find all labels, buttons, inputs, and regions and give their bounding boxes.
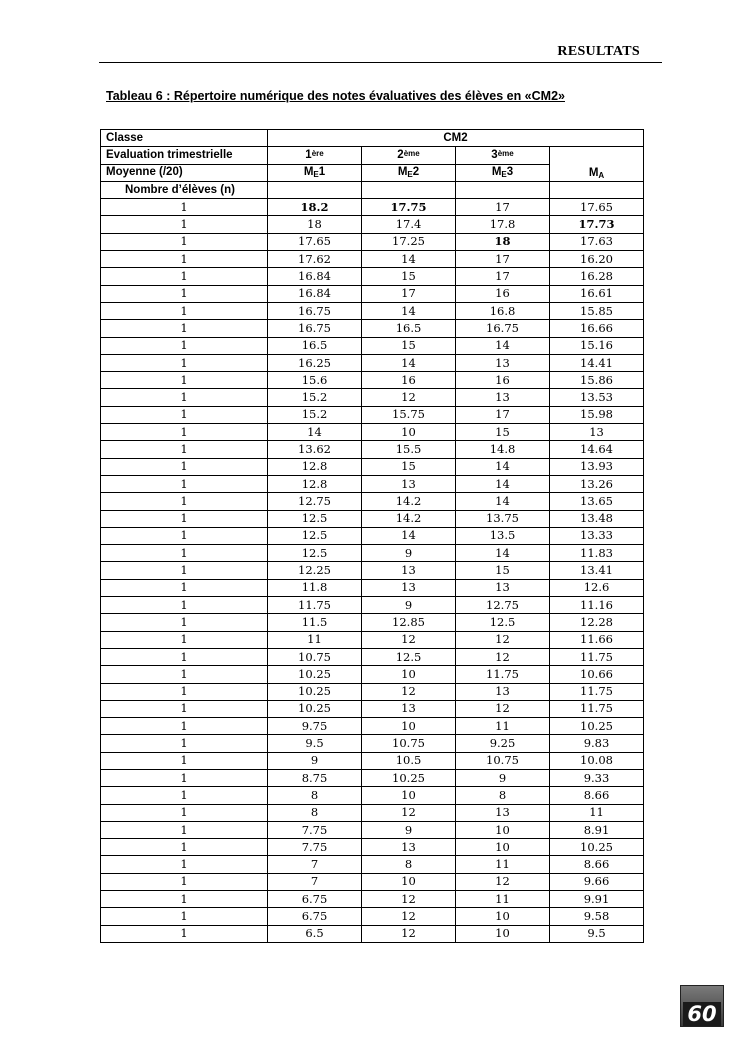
note-trimestre-1-cell: 9.75 xyxy=(268,718,362,735)
moyenne-annuelle-cell: 13.26 xyxy=(550,475,644,492)
page-number-badge xyxy=(680,985,724,1027)
table-row xyxy=(101,856,644,873)
moyenne-annuelle-cell: 15.85 xyxy=(550,302,644,319)
note-trimestre-3-cell: 13 xyxy=(456,579,550,596)
moyenne-annuelle-cell: 17.73 xyxy=(550,216,644,233)
note-trimestre-2-cell: 16 xyxy=(362,372,456,389)
moyenne-annuelle-cell: 11.83 xyxy=(550,545,644,562)
note-trimestre-2-cell: 12 xyxy=(362,891,456,908)
table-row xyxy=(101,251,644,268)
table-row xyxy=(101,718,644,735)
moyenne-annuelle-cell: 10.08 xyxy=(550,752,644,769)
note-trimestre-2-cell: 12 xyxy=(362,631,456,648)
note-trimestre-2-cell: 10 xyxy=(362,873,456,890)
note-trimestre-2-cell: 17.75 xyxy=(362,199,456,216)
nombre-eleves-cell: 1 xyxy=(101,493,268,510)
note-trimestre-1-cell: 16.84 xyxy=(268,268,362,285)
note-trimestre-1-cell: 12.25 xyxy=(268,562,362,579)
note-trimestre-2-cell: 14 xyxy=(362,354,456,371)
nombre-eleves-cell: 1 xyxy=(101,925,268,942)
table-row xyxy=(101,735,644,752)
nombre-eleves-cell: 1 xyxy=(101,527,268,544)
table-row xyxy=(101,268,644,285)
note-trimestre-1-cell: 6.5 xyxy=(268,925,362,942)
moyenne-annuelle-cell: 8.91 xyxy=(550,821,644,838)
note-trimestre-2-cell: 13 xyxy=(362,475,456,492)
nombre-eleves-cell: 1 xyxy=(101,666,268,683)
nombre-eleves-cell: 1 xyxy=(101,579,268,596)
note-trimestre-3-cell: 10 xyxy=(456,925,550,942)
note-trimestre-1-cell: 8 xyxy=(268,787,362,804)
note-trimestre-2-cell: 10.25 xyxy=(362,769,456,786)
table-row xyxy=(101,458,644,475)
note-trimestre-3-cell: 14 xyxy=(456,545,550,562)
nombre-eleves-cell: 1 xyxy=(101,372,268,389)
note-trimestre-2-cell: 14 xyxy=(362,527,456,544)
note-trimestre-3-cell: 10 xyxy=(456,839,550,856)
moyenne-annuelle-cell: 16.28 xyxy=(550,268,644,285)
table-row xyxy=(101,839,644,856)
moyenne-annuelle-cell: 12.28 xyxy=(550,614,644,631)
nombre-eleves-cell: 1 xyxy=(101,908,268,925)
header-row-evaluation xyxy=(101,147,644,164)
table-row xyxy=(101,648,644,665)
nombre-eleves-cell: 1 xyxy=(101,683,268,700)
moyenne-annuelle-cell: 9.83 xyxy=(550,735,644,752)
note-trimestre-2-cell: 9 xyxy=(362,821,456,838)
trimestre-2: 2ème xyxy=(362,147,456,164)
table-row xyxy=(101,216,644,233)
moyenne-annuelle-cell: 8.66 xyxy=(550,787,644,804)
note-trimestre-3-cell: 10 xyxy=(456,821,550,838)
moyenne-e3: ME3 xyxy=(456,164,550,181)
note-trimestre-1-cell: 16.75 xyxy=(268,302,362,319)
nombre-eleves-cell: 1 xyxy=(101,285,268,302)
table-row xyxy=(101,804,644,821)
table-row xyxy=(101,683,644,700)
nombre-eleves-cell: 1 xyxy=(101,475,268,492)
moyenne-annuelle-cell: 15.86 xyxy=(550,372,644,389)
table-row xyxy=(101,233,644,250)
moyenne-annuelle-cell: 11.16 xyxy=(550,597,644,614)
classe-value: CM2 xyxy=(268,130,644,147)
note-trimestre-1-cell: 12.5 xyxy=(268,527,362,544)
note-trimestre-1-cell: 15.2 xyxy=(268,389,362,406)
nombre-eleves-cell: 1 xyxy=(101,302,268,319)
note-trimestre-1-cell: 10.25 xyxy=(268,700,362,717)
note-trimestre-1-cell: 17.62 xyxy=(268,251,362,268)
note-trimestre-3-cell: 14 xyxy=(456,458,550,475)
moyenne-annuelle-cell: 11 xyxy=(550,804,644,821)
note-trimestre-2-cell: 17 xyxy=(362,285,456,302)
note-trimestre-2-cell: 12 xyxy=(362,389,456,406)
moyenne-annuelle-cell: 15.98 xyxy=(550,406,644,423)
page-number: 60 xyxy=(683,1002,721,1026)
note-trimestre-2-cell: 12 xyxy=(362,683,456,700)
moyenne-annuelle-cell: 16.20 xyxy=(550,251,644,268)
note-trimestre-3-cell: 17 xyxy=(456,406,550,423)
nombre-eleves-cell: 1 xyxy=(101,389,268,406)
moyenne-annuelle-cell: 11.75 xyxy=(550,700,644,717)
note-trimestre-2-cell: 14.2 xyxy=(362,493,456,510)
table-row xyxy=(101,666,644,683)
note-trimestre-1-cell: 10.75 xyxy=(268,648,362,665)
note-trimestre-2-cell: 14 xyxy=(362,251,456,268)
table-row xyxy=(101,337,644,354)
nombre-eleves-cell: 1 xyxy=(101,199,268,216)
table-row xyxy=(101,389,644,406)
trimestre-3: 3ème xyxy=(456,147,550,164)
moyenne-annuelle-cell: 9.66 xyxy=(550,873,644,890)
note-trimestre-3-cell: 13.5 xyxy=(456,527,550,544)
note-trimestre-1-cell: 7 xyxy=(268,856,362,873)
note-trimestre-1-cell: 18.2 xyxy=(268,199,362,216)
note-trimestre-2-cell: 12.85 xyxy=(362,614,456,631)
note-trimestre-3-cell: 12 xyxy=(456,700,550,717)
nombre-eleves-cell: 1 xyxy=(101,251,268,268)
moyenne-annuelle-cell: 11.75 xyxy=(550,683,644,700)
table-row xyxy=(101,545,644,562)
moyenne-annuelle-cell: 17.65 xyxy=(550,199,644,216)
header-divider xyxy=(99,62,662,63)
moyenne-annuelle-cell: 9.33 xyxy=(550,769,644,786)
note-trimestre-1-cell: 12.5 xyxy=(268,510,362,527)
note-trimestre-2-cell: 14.2 xyxy=(362,510,456,527)
moyenne-annuelle-cell: 15.16 xyxy=(550,337,644,354)
note-trimestre-3-cell: 15 xyxy=(456,424,550,441)
note-trimestre-3-cell: 13 xyxy=(456,354,550,371)
note-trimestre-3-cell: 12 xyxy=(456,873,550,890)
nombre-eleves-cell: 1 xyxy=(101,787,268,804)
moyenne-annuelle-cell: 11.66 xyxy=(550,631,644,648)
nombre-eleves-cell: 1 xyxy=(101,597,268,614)
moyenne-annuelle-cell: 13.93 xyxy=(550,458,644,475)
note-trimestre-1-cell: 6.75 xyxy=(268,891,362,908)
moyenne-annuelle-cell: 13.48 xyxy=(550,510,644,527)
note-trimestre-3-cell: 11 xyxy=(456,718,550,735)
nombre-eleves-cell: 1 xyxy=(101,562,268,579)
note-trimestre-3-cell: 16.75 xyxy=(456,320,550,337)
evaluation-label: Evaluation trimestrielle xyxy=(101,147,268,164)
note-trimestre-1-cell: 16.25 xyxy=(268,354,362,371)
nombre-eleves-cell: 1 xyxy=(101,821,268,838)
note-trimestre-3-cell: 17 xyxy=(456,251,550,268)
nombre-eleves-cell: 1 xyxy=(101,631,268,648)
empty-cell xyxy=(550,181,644,198)
note-trimestre-3-cell: 11.75 xyxy=(456,666,550,683)
note-trimestre-3-cell: 12.75 xyxy=(456,597,550,614)
note-trimestre-1-cell: 16.84 xyxy=(268,285,362,302)
note-trimestre-1-cell: 12.8 xyxy=(268,458,362,475)
note-trimestre-1-cell: 12.8 xyxy=(268,475,362,492)
nombre-eleves-cell: 1 xyxy=(101,856,268,873)
nombre-eleves-cell: 1 xyxy=(101,510,268,527)
note-trimestre-3-cell: 15 xyxy=(456,562,550,579)
note-trimestre-2-cell: 14 xyxy=(362,302,456,319)
grades-table xyxy=(100,129,644,943)
note-trimestre-2-cell: 13 xyxy=(362,839,456,856)
table-row xyxy=(101,320,644,337)
nombre-eleves-cell: 1 xyxy=(101,354,268,371)
section-title: RESULTATS xyxy=(557,44,640,59)
note-trimestre-1-cell: 11.8 xyxy=(268,579,362,596)
note-trimestre-3-cell: 13 xyxy=(456,683,550,700)
moyenne-annuelle-cell: 13.53 xyxy=(550,389,644,406)
moyenne-annuelle-cell: 9.5 xyxy=(550,925,644,942)
nombre-eleves-cell: 1 xyxy=(101,873,268,890)
note-trimestre-1-cell: 7 xyxy=(268,873,362,890)
classe-label: Classe xyxy=(101,130,268,147)
table-row xyxy=(101,562,644,579)
table-row xyxy=(101,475,644,492)
note-trimestre-2-cell: 10.5 xyxy=(362,752,456,769)
moyenne-annuelle-cell: 10.25 xyxy=(550,839,644,856)
table-row xyxy=(101,510,644,527)
note-trimestre-2-cell: 15.75 xyxy=(362,406,456,423)
nombre-eleves-cell: 1 xyxy=(101,735,268,752)
note-trimestre-2-cell: 8 xyxy=(362,856,456,873)
note-trimestre-1-cell: 7.75 xyxy=(268,821,362,838)
note-trimestre-1-cell: 16.5 xyxy=(268,337,362,354)
note-trimestre-3-cell: 14.8 xyxy=(456,441,550,458)
note-trimestre-2-cell: 16.5 xyxy=(362,320,456,337)
note-trimestre-2-cell: 17.4 xyxy=(362,216,456,233)
note-trimestre-1-cell: 6.75 xyxy=(268,908,362,925)
nombre-eleves-cell: 1 xyxy=(101,545,268,562)
note-trimestre-2-cell: 10 xyxy=(362,787,456,804)
moyenne-annuelle-cell: 14.64 xyxy=(550,441,644,458)
trimestre-1: 1ère xyxy=(268,147,362,164)
note-trimestre-3-cell: 16 xyxy=(456,372,550,389)
nombre-eleves-cell: 1 xyxy=(101,441,268,458)
note-trimestre-2-cell: 17.25 xyxy=(362,233,456,250)
note-trimestre-2-cell: 9 xyxy=(362,597,456,614)
table-row xyxy=(101,424,644,441)
note-trimestre-3-cell: 12.5 xyxy=(456,614,550,631)
moyenne-label: Moyenne (/20) xyxy=(101,164,268,181)
note-trimestre-1-cell: 8.75 xyxy=(268,769,362,786)
note-trimestre-1-cell: 9.5 xyxy=(268,735,362,752)
nombre-eleves-cell: 1 xyxy=(101,614,268,631)
note-trimestre-3-cell: 10 xyxy=(456,908,550,925)
moyenne-annuelle-cell: 17.63 xyxy=(550,233,644,250)
note-trimestre-3-cell: 11 xyxy=(456,891,550,908)
nombre-eleves-cell: 1 xyxy=(101,804,268,821)
nombre-eleves-cell: 1 xyxy=(101,458,268,475)
note-trimestre-1-cell: 11.75 xyxy=(268,597,362,614)
note-trimestre-3-cell: 14 xyxy=(456,475,550,492)
moyenne-annuelle-cell: 13.41 xyxy=(550,562,644,579)
nombre-eleves-cell: 1 xyxy=(101,216,268,233)
table-row xyxy=(101,769,644,786)
table-row xyxy=(101,285,644,302)
table-row xyxy=(101,787,644,804)
table-row xyxy=(101,891,644,908)
table-row xyxy=(101,700,644,717)
note-trimestre-1-cell: 11.5 xyxy=(268,614,362,631)
table-row xyxy=(101,752,644,769)
note-trimestre-1-cell: 9 xyxy=(268,752,362,769)
moyenne-annuelle-cell: 10.25 xyxy=(550,718,644,735)
note-trimestre-3-cell: 12 xyxy=(456,631,550,648)
table-row xyxy=(101,873,644,890)
note-trimestre-3-cell: 16 xyxy=(456,285,550,302)
moyenne-e2: ME2 xyxy=(362,164,456,181)
note-trimestre-3-cell: 9 xyxy=(456,769,550,786)
nombre-eleves-cell: 1 xyxy=(101,424,268,441)
note-trimestre-2-cell: 15 xyxy=(362,268,456,285)
note-trimestre-2-cell: 15 xyxy=(362,458,456,475)
moyenne-annuelle-cell: 16.66 xyxy=(550,320,644,337)
table-row xyxy=(101,631,644,648)
table-row xyxy=(101,597,644,614)
moyenne-annuelle-cell: 16.61 xyxy=(550,285,644,302)
nombre-eleves-cell: 1 xyxy=(101,839,268,856)
note-trimestre-2-cell: 15 xyxy=(362,337,456,354)
note-trimestre-1-cell: 15.6 xyxy=(268,372,362,389)
note-trimestre-2-cell: 10 xyxy=(362,666,456,683)
note-trimestre-3-cell: 18 xyxy=(456,233,550,250)
note-trimestre-1-cell: 16.75 xyxy=(268,320,362,337)
note-trimestre-3-cell: 9.25 xyxy=(456,735,550,752)
note-trimestre-2-cell: 10.75 xyxy=(362,735,456,752)
note-trimestre-3-cell: 13 xyxy=(456,804,550,821)
note-trimestre-2-cell: 13 xyxy=(362,579,456,596)
moyenne-annuelle-cell: 13.65 xyxy=(550,493,644,510)
note-trimestre-1-cell: 12.75 xyxy=(268,493,362,510)
note-trimestre-3-cell: 14 xyxy=(456,337,550,354)
nombre-eleves-cell: 1 xyxy=(101,406,268,423)
moyenne-annuelle-cell: 10.66 xyxy=(550,666,644,683)
table-row xyxy=(101,821,644,838)
table-row xyxy=(101,302,644,319)
moyenne-e1: ME1 xyxy=(268,164,362,181)
table-row xyxy=(101,372,644,389)
table-row xyxy=(101,579,644,596)
moyenne-annuelle-cell: 14.41 xyxy=(550,354,644,371)
moyenne-annuelle-cell: 12.6 xyxy=(550,579,644,596)
note-trimestre-2-cell: 15.5 xyxy=(362,441,456,458)
note-trimestre-1-cell: 15.2 xyxy=(268,406,362,423)
table-row xyxy=(101,614,644,631)
table-row xyxy=(101,908,644,925)
note-trimestre-3-cell: 13 xyxy=(456,389,550,406)
moyenne-annuelle-cell: 13.33 xyxy=(550,527,644,544)
note-trimestre-2-cell: 10 xyxy=(362,718,456,735)
note-trimestre-3-cell: 10.75 xyxy=(456,752,550,769)
nombre-eleves-label: Nombre d’élèves (n) xyxy=(101,181,268,198)
nombre-eleves-cell: 1 xyxy=(101,700,268,717)
moyenne-annuelle-cell: 9.91 xyxy=(550,891,644,908)
table-row xyxy=(101,493,644,510)
moyenne-annuelle-cell: 13 xyxy=(550,424,644,441)
nombre-eleves-cell: 1 xyxy=(101,337,268,354)
note-trimestre-1-cell: 12.5 xyxy=(268,545,362,562)
note-trimestre-3-cell: 12 xyxy=(456,648,550,665)
moyenne-annuelle-header: MA xyxy=(550,147,644,182)
empty-cell xyxy=(268,181,362,198)
nombre-eleves-cell: 1 xyxy=(101,718,268,735)
nombre-eleves-cell: 1 xyxy=(101,320,268,337)
nombre-eleves-cell: 1 xyxy=(101,233,268,250)
note-trimestre-1-cell: 8 xyxy=(268,804,362,821)
note-trimestre-3-cell: 17.8 xyxy=(456,216,550,233)
moyenne-annuelle-cell: 8.66 xyxy=(550,856,644,873)
note-trimestre-1-cell: 18 xyxy=(268,216,362,233)
note-trimestre-3-cell: 13.75 xyxy=(456,510,550,527)
note-trimestre-1-cell: 7.75 xyxy=(268,839,362,856)
nombre-eleves-cell: 1 xyxy=(101,752,268,769)
table-row xyxy=(101,441,644,458)
note-trimestre-3-cell: 16.8 xyxy=(456,302,550,319)
note-trimestre-3-cell: 8 xyxy=(456,787,550,804)
header-row-classe xyxy=(101,130,644,147)
nombre-eleves-cell: 1 xyxy=(101,891,268,908)
note-trimestre-1-cell: 13.62 xyxy=(268,441,362,458)
note-trimestre-1-cell: 10.25 xyxy=(268,683,362,700)
note-trimestre-1-cell: 10.25 xyxy=(268,666,362,683)
note-trimestre-3-cell: 17 xyxy=(456,268,550,285)
nombre-eleves-cell: 1 xyxy=(101,769,268,786)
note-trimestre-2-cell: 12 xyxy=(362,908,456,925)
table-row xyxy=(101,527,644,544)
note-trimestre-1-cell: 17.65 xyxy=(268,233,362,250)
note-trimestre-2-cell: 12.5 xyxy=(362,648,456,665)
note-trimestre-1-cell: 11 xyxy=(268,631,362,648)
note-trimestre-3-cell: 11 xyxy=(456,856,550,873)
moyenne-annuelle-cell: 11.75 xyxy=(550,648,644,665)
note-trimestre-2-cell: 13 xyxy=(362,562,456,579)
note-trimestre-3-cell: 17 xyxy=(456,199,550,216)
nombre-eleves-cell: 1 xyxy=(101,648,268,665)
table-row xyxy=(101,925,644,942)
moyenne-annuelle-cell: 9.58 xyxy=(550,908,644,925)
note-trimestre-2-cell: 10 xyxy=(362,424,456,441)
note-trimestre-2-cell: 12 xyxy=(362,925,456,942)
note-trimestre-2-cell: 9 xyxy=(362,545,456,562)
header-row-nombre xyxy=(101,181,644,198)
note-trimestre-2-cell: 12 xyxy=(362,804,456,821)
note-trimestre-3-cell: 14 xyxy=(456,493,550,510)
nombre-eleves-cell: 1 xyxy=(101,268,268,285)
note-trimestre-1-cell: 14 xyxy=(268,424,362,441)
table-row xyxy=(101,406,644,423)
table-caption: Tableau 6 : Répertoire numérique des notes évaluatives des élèves en «CM2» xyxy=(106,89,565,103)
table-row xyxy=(101,354,644,371)
empty-cell xyxy=(456,181,550,198)
empty-cell xyxy=(362,181,456,198)
table-row xyxy=(101,199,644,216)
note-trimestre-2-cell: 13 xyxy=(362,700,456,717)
